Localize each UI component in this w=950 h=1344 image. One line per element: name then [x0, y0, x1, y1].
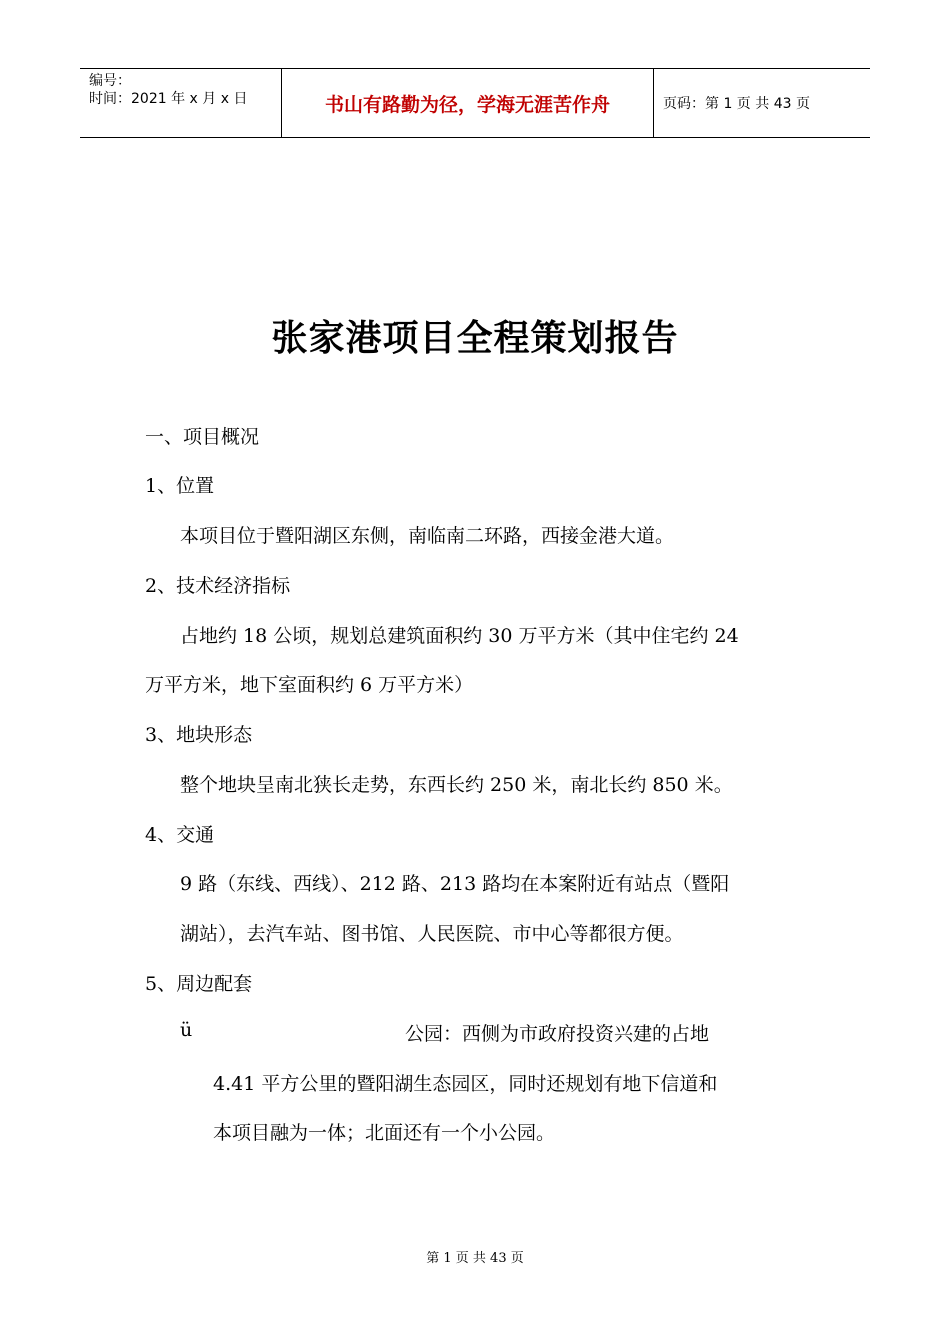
section-heading-location: 1、位置 — [145, 475, 215, 497]
header-motto: 书山有路勤为径，学海无涯苦作舟 — [281, 69, 654, 137]
bullet-marker: ü — [180, 1019, 193, 1041]
header-meta — [80, 69, 281, 137]
document-number-label: 编号： — [89, 73, 131, 89]
paragraph-shape: 整个地块呈南北狭长走势，东西长约 250 米，南北长约 850 米。 — [180, 774, 733, 796]
document-time-label: 时间：2021 年 x 月 x 日 — [89, 91, 248, 107]
document-title: 张家港项目全程策划报告 — [271, 317, 679, 359]
section-heading-shape: 3、地块形态 — [145, 724, 253, 746]
page-header — [80, 68, 870, 138]
section-heading-overview: 一、项目概况 — [145, 426, 260, 448]
page-footer: 第 1 页 共 43 页 — [426, 1251, 524, 1266]
section-heading-indicators: 2、技术经济指标 — [145, 575, 291, 597]
paragraph-facilities-line-2: 4.41 平方公里的暨阳湖生态园区，同时还规划有地下信道和 — [213, 1073, 718, 1095]
paragraph-indicators-line-1: 占地约 18 公顷，规划总建筑面积约 30 万平方米（其中住宅约 24 — [180, 625, 739, 647]
paragraph-facilities-line-1: 公园：西侧为市政府投资兴建的占地 — [405, 1023, 710, 1045]
paragraph-traffic-line-2: 湖站），去汽车站、图书馆、人民医院、市中心等都很方便。 — [180, 923, 684, 945]
section-heading-facilities: 5、周边配套 — [145, 973, 253, 995]
header-page-info: 页码：第 1 页 共 43 页 — [663, 96, 810, 112]
paragraph-traffic-line-1: 9 路（东线、西线）、212 路、213 路均在本案附近有站点（暨阳 — [180, 873, 730, 895]
paragraph-indicators-line-2: 万平方米，地下室面积约 6 万平方米） — [145, 674, 474, 696]
section-heading-traffic: 4、交通 — [145, 824, 215, 846]
paragraph-location: 本项目位于暨阳湖区东侧，南临南二环路，西接金港大道。 — [180, 525, 675, 547]
paragraph-facilities-line-3: 本项目融为一体；北面还有一个小公园。 — [213, 1122, 556, 1144]
